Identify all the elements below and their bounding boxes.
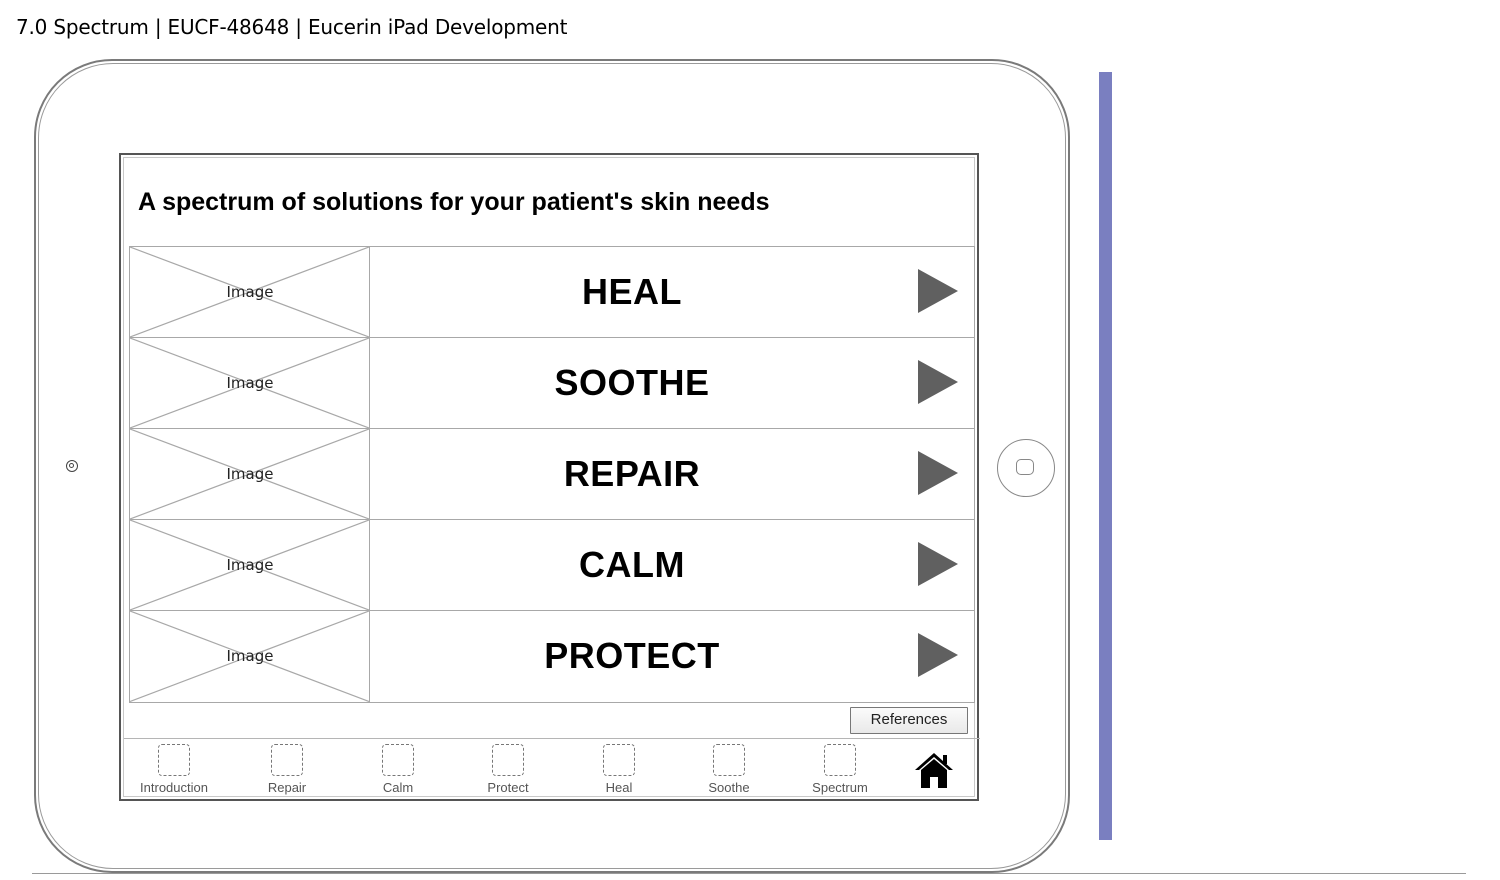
row-label: REPAIR [563, 453, 701, 494]
page-title: 7.0 Spectrum | EUCF-48648 | Eucerin iPad Development [16, 15, 568, 39]
placeholder-icon [492, 744, 524, 776]
tab-label: Heal [605, 780, 633, 795]
tab-label: Protect [487, 780, 529, 795]
screen-headline: A spectrum of solutions for your patient's skin needs [138, 188, 770, 216]
tab-soothe[interactable] [679, 739, 779, 801]
image-placeholder-label: Image [226, 283, 274, 301]
bottom-tab-bar [124, 738, 980, 801]
placeholder-icon [158, 744, 190, 776]
references-button[interactable]: References [850, 707, 968, 734]
row-label: SOOTHE [554, 362, 710, 403]
placeholder-icon [713, 744, 745, 776]
tab-label: Spectrum [812, 780, 868, 795]
tab-heal[interactable] [569, 739, 669, 801]
play-arrow-icon[interactable] [918, 542, 958, 586]
tab-protect[interactable] [458, 739, 558, 801]
tab-label: Introduction [140, 780, 208, 795]
bottom-divider [32, 873, 1466, 874]
spectrum-list [129, 246, 975, 703]
spectrum-row-repair[interactable] [129, 428, 975, 519]
side-scroll-bar [1099, 72, 1112, 840]
placeholder-icon [382, 744, 414, 776]
play-arrow-icon[interactable] [918, 269, 958, 313]
row-label: CALM [579, 544, 685, 585]
tab-label: Soothe [708, 780, 750, 795]
play-arrow-icon[interactable] [918, 451, 958, 495]
placeholder-icon [603, 744, 635, 776]
placeholder-icon [824, 744, 856, 776]
tab-label: Repair [267, 780, 307, 795]
image-placeholder [130, 429, 370, 519]
row-label: HEAL [582, 271, 682, 312]
image-placeholder [130, 520, 370, 610]
row-label: PROTECT [544, 635, 720, 677]
tab-label: Calm [382, 780, 414, 795]
image-placeholder-label: Image [226, 556, 274, 574]
screen-content [123, 157, 975, 797]
play-arrow-icon[interactable] [918, 360, 958, 404]
spectrum-row-calm[interactable] [129, 519, 975, 610]
spectrum-row-soothe[interactable] [129, 337, 975, 428]
image-placeholder-label: Image [226, 647, 274, 665]
image-placeholder [130, 611, 370, 702]
play-arrow-icon[interactable] [918, 633, 958, 677]
image-placeholder-label: Image [226, 465, 274, 483]
camera-icon [66, 460, 78, 472]
tab-calm[interactable] [348, 739, 448, 801]
tab-repair[interactable] [237, 739, 337, 801]
image-placeholder [130, 338, 370, 428]
image-placeholder-label: Image [226, 374, 274, 392]
hardware-home-button[interactable] [997, 439, 1055, 497]
spectrum-row-protect[interactable] [129, 610, 975, 703]
spectrum-row-heal[interactable] [129, 246, 975, 337]
placeholder-icon [271, 744, 303, 776]
tab-introduction[interactable] [124, 739, 224, 801]
home-icon[interactable] [914, 751, 954, 789]
image-placeholder [130, 247, 370, 337]
tab-spectrum[interactable] [790, 739, 890, 801]
ipad-screen [119, 153, 979, 801]
